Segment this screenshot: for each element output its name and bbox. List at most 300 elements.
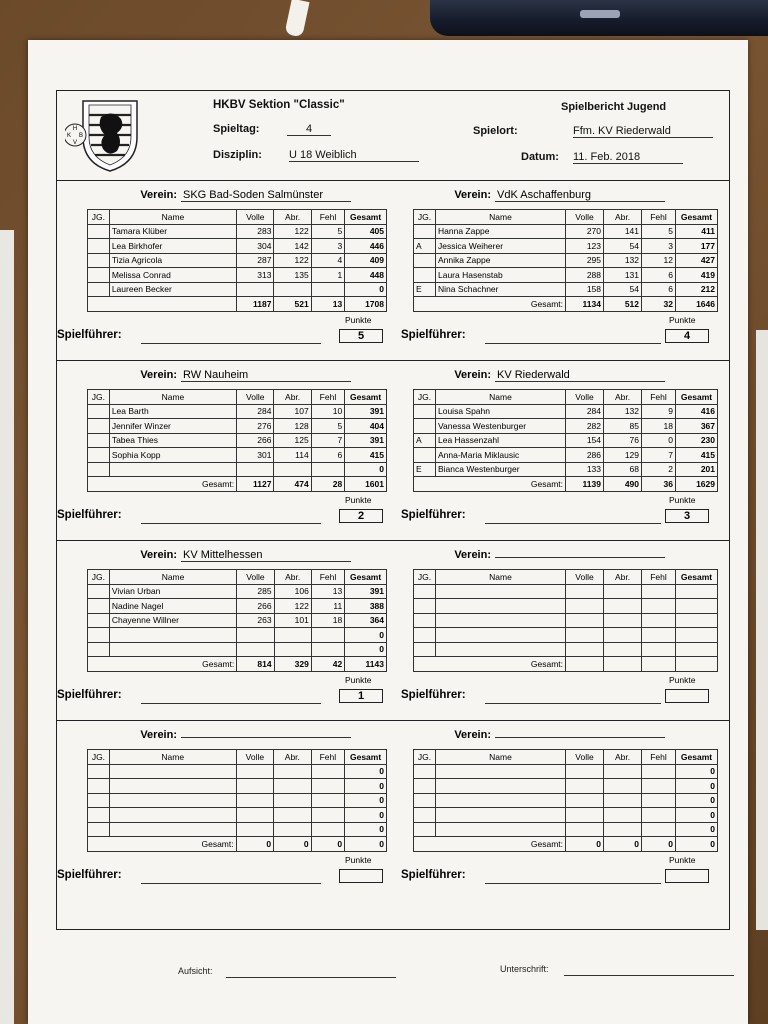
cell-name[interactable] [109,642,236,657]
cell-gesamt[interactable]: 416 [676,404,718,419]
cell-jg[interactable] [88,584,110,599]
cell-gesamt[interactable] [676,642,718,657]
cell-volle[interactable]: 282 [566,419,604,434]
cell-jg[interactable] [414,599,436,614]
cell-fehl[interactable] [311,282,344,297]
cell-abr[interactable] [274,779,311,794]
cell-fehl[interactable]: 6 [311,448,344,463]
cell-gesamt[interactable]: 415 [676,448,718,463]
cell-gesamt[interactable]: 0 [676,779,718,794]
total-row [414,657,718,672]
cell-volle[interactable]: 283 [237,224,274,239]
cell-gesamt[interactable]: 0 [345,822,387,837]
cell-volle[interactable]: 276 [237,419,274,434]
cell-name[interactable]: Tabea Thies [109,433,236,448]
cell-name[interactable] [109,822,236,837]
cell-fehl[interactable] [642,613,676,628]
cell-name[interactable]: Sophia Kopp [109,448,236,463]
cell-jg[interactable] [414,808,436,823]
cell-gesamt[interactable]: 411 [676,224,718,239]
cell-name[interactable]: Nina Schachner [436,282,566,297]
cell-jg[interactable] [88,419,110,434]
punkte-label: Punkte [345,495,372,505]
cell-fehl[interactable] [642,642,676,657]
cell-name[interactable]: Anna-Maria Miklausic [436,448,566,463]
hessen-lion-logo-icon [65,97,155,173]
col-header-volle: Volle [566,390,604,405]
cell-gesamt[interactable]: 404 [345,419,387,434]
cell-jg[interactable] [88,642,110,657]
cell-fehl[interactable]: 5 [311,224,344,239]
cell-gesamt[interactable]: 415 [345,448,387,463]
cell-abr[interactable]: 85 [604,419,642,434]
cell-name[interactable] [436,628,566,643]
cell-name[interactable]: Hanna Zappe [436,224,566,239]
cell-fehl[interactable]: 5 [311,419,344,434]
cell-abr[interactable]: 122 [274,599,311,614]
punkte-box[interactable] [665,869,709,883]
cell-volle[interactable] [566,642,604,657]
cell-fehl[interactable] [311,462,344,477]
cell-abr[interactable]: 131 [604,268,642,283]
cell-abr[interactable] [604,599,642,614]
cell-name[interactable]: Jessica Weiherer [436,239,566,254]
cell-gesamt[interactable]: 364 [345,613,387,628]
cell-jg[interactable] [88,599,110,614]
cell-jg[interactable] [414,268,436,283]
team-block-right [393,181,723,361]
player-row [414,822,718,837]
cell-abr[interactable]: 129 [604,448,642,463]
cell-jg[interactable] [88,822,110,837]
cell-fehl[interactable] [642,599,676,614]
cell-gesamt[interactable]: 391 [345,404,387,419]
cell-abr[interactable]: 128 [274,419,311,434]
cell-fehl[interactable]: 10 [311,404,344,419]
cell-abr[interactable]: 101 [274,613,311,628]
col-header-jg: JG. [414,210,436,225]
cell-abr[interactable] [274,793,311,808]
cell-abr[interactable] [274,642,311,657]
cell-abr[interactable] [604,613,642,628]
cell-fehl[interactable]: 9 [642,404,676,419]
cell-gesamt[interactable]: 0 [345,642,387,657]
cell-name[interactable] [436,599,566,614]
cell-volle[interactable] [566,584,604,599]
cell-name[interactable] [436,793,566,808]
cell-gesamt[interactable]: 0 [676,764,718,779]
cell-volle[interactable] [237,642,274,657]
cell-abr[interactable]: 122 [274,224,311,239]
player-row [88,779,387,794]
cell-fehl[interactable] [642,793,676,808]
verein-name[interactable]: RW Nauheim [181,369,351,382]
cell-gesamt[interactable]: 0 [345,779,387,794]
cell-gesamt[interactable] [676,599,718,614]
cell-volle[interactable]: 313 [237,268,274,283]
cell-name[interactable]: Vanessa Westenburger [436,419,566,434]
cell-fehl[interactable] [311,628,344,643]
cell-fehl[interactable]: 5 [642,224,676,239]
cell-fehl[interactable]: 7 [642,448,676,463]
cell-jg[interactable]: E [414,462,436,477]
cell-volle[interactable] [566,808,604,823]
cell-jg[interactable] [88,764,110,779]
cell-name[interactable]: Melissa Conrad [109,268,236,283]
cell-jg[interactable] [414,822,436,837]
cell-abr[interactable]: 54 [604,282,642,297]
cell-gesamt[interactable]: 0 [345,462,387,477]
punkte-box[interactable]: 4 [665,329,709,343]
cell-name[interactable] [109,628,236,643]
cell-volle[interactable]: 123 [566,239,604,254]
cell-gesamt[interactable]: 391 [345,584,387,599]
total-gesamt: 0 [676,837,718,852]
cell-abr[interactable] [274,808,311,823]
cell-gesamt[interactable] [676,584,718,599]
punkte-box[interactable]: 5 [339,329,383,343]
cell-abr[interactable]: 106 [274,584,311,599]
spieltag-label: Spieltag: [213,123,260,135]
cell-gesamt[interactable]: 0 [345,793,387,808]
cell-name[interactable]: Lea Hassenzahl [436,433,566,448]
cell-fehl[interactable] [311,764,345,779]
cell-name[interactable] [109,793,236,808]
cell-volle[interactable]: 301 [237,448,274,463]
punkte-box[interactable] [665,689,709,703]
spielfuehrer-line [485,883,661,884]
cell-jg[interactable] [414,584,436,599]
cell-volle[interactable] [236,808,274,823]
cell-abr[interactable] [604,793,642,808]
cell-volle[interactable] [566,822,604,837]
cell-volle[interactable] [237,628,274,643]
col-header-volle: Volle [236,750,274,765]
cell-name[interactable] [436,779,566,794]
col-header-gesamt: Gesamt [345,750,387,765]
cell-gesamt[interactable]: 391 [345,433,387,448]
cell-fehl[interactable]: 4 [311,253,344,268]
cell-jg[interactable] [88,282,110,297]
cell-name[interactable]: Laura Hasenstab [436,268,566,283]
cell-volle[interactable] [237,462,274,477]
cell-gesamt[interactable]: 367 [676,419,718,434]
cell-jg[interactable] [414,224,436,239]
cell-name[interactable]: Nadine Nagel [109,599,236,614]
cell-jg[interactable] [414,628,436,643]
cell-jg[interactable] [88,239,110,254]
cell-gesamt[interactable]: 427 [676,253,718,268]
cell-fehl[interactable]: 2 [642,462,676,477]
cell-fehl[interactable] [311,779,345,794]
cell-jg[interactable]: A [414,239,436,254]
cell-abr[interactable]: 132 [604,404,642,419]
cell-abr[interactable] [274,628,311,643]
score-table [413,209,718,312]
cell-jg[interactable] [88,404,110,419]
cell-name[interactable]: Bianca Westenburger [436,462,566,477]
disziplin-label: Disziplin: [213,149,262,161]
cell-abr[interactable] [274,462,311,477]
cell-abr[interactable] [604,779,642,794]
cell-jg[interactable] [88,779,110,794]
cell-volle[interactable] [566,628,604,643]
cell-name[interactable] [436,584,566,599]
cell-name[interactable] [436,642,566,657]
cell-fehl[interactable] [642,779,676,794]
cell-fehl[interactable]: 12 [642,253,676,268]
cell-volle[interactable]: 266 [237,599,274,614]
cell-gesamt[interactable]: 405 [345,224,387,239]
cell-name[interactable] [109,764,236,779]
cell-abr[interactable] [274,764,311,779]
cell-jg[interactable] [414,404,436,419]
cell-name[interactable]: Lea Birkhofer [109,239,236,254]
cell-jg[interactable]: A [414,433,436,448]
cell-name[interactable]: Annika Zappe [436,253,566,268]
cell-gesamt[interactable]: 177 [676,239,718,254]
cell-name[interactable] [109,462,236,477]
cell-volle[interactable]: 158 [566,282,604,297]
cell-fehl[interactable]: 3 [311,239,344,254]
cell-abr[interactable] [274,822,311,837]
cell-gesamt[interactable]: 0 [676,822,718,837]
cell-jg[interactable] [88,268,110,283]
team-block-left [57,181,387,361]
cell-gesamt[interactable]: 409 [345,253,387,268]
cell-fehl[interactable]: 6 [642,268,676,283]
cell-gesamt[interactable]: 0 [676,808,718,823]
cell-gesamt[interactable]: 0 [676,793,718,808]
cell-volle[interactable] [566,779,604,794]
cell-volle[interactable] [566,599,604,614]
cell-name[interactable]: Lea Barth [109,404,236,419]
cell-gesamt[interactable]: 0 [345,628,387,643]
total-fehl: 28 [311,477,344,492]
cell-volle[interactable]: 284 [566,404,604,419]
cell-abr[interactable]: 54 [604,239,642,254]
cell-volle[interactable]: 287 [237,253,274,268]
cell-abr[interactable] [604,808,642,823]
col-header-fehl: Fehl [311,390,344,405]
cell-fehl[interactable]: 7 [311,433,344,448]
cell-abr[interactable]: 132 [604,253,642,268]
cell-abr[interactable]: 107 [274,404,311,419]
cell-name[interactable]: Vivian Urban [109,584,236,599]
cell-volle[interactable]: 266 [237,433,274,448]
cell-name[interactable]: Louisa Spahn [436,404,566,419]
cell-volle[interactable] [236,764,274,779]
cell-volle[interactable]: 133 [566,462,604,477]
cell-abr[interactable] [604,628,642,643]
cell-gesamt[interactable]: 0 [345,282,387,297]
cell-gesamt[interactable]: 448 [345,268,387,283]
cell-jg[interactable] [88,253,110,268]
cell-fehl[interactable]: 18 [311,613,344,628]
cell-fehl[interactable]: 18 [642,419,676,434]
col-header-abr: Abr. [604,570,642,585]
cell-jg[interactable] [88,808,110,823]
cell-volle[interactable]: 284 [237,404,274,419]
total-label: Gesamt: [88,657,237,672]
cell-name[interactable]: Laureen Becker [109,282,236,297]
col-header-fehl: Fehl [311,750,345,765]
cell-name[interactable]: Chayenne Willner [109,613,236,628]
cell-abr[interactable] [604,822,642,837]
cell-abr[interactable]: 122 [274,253,311,268]
cell-jg[interactable] [414,419,436,434]
cell-gesamt[interactable]: 446 [345,239,387,254]
verein-name[interactable] [181,737,351,738]
cell-fehl[interactable] [311,642,344,657]
cell-fehl[interactable]: 13 [311,584,344,599]
verein-label: Verein: [454,369,491,381]
col-header-gesamt: Gesamt [676,390,718,405]
spielfuehrer-line [485,523,661,524]
col-header-name: Name [109,750,236,765]
cell-jg[interactable] [414,253,436,268]
cell-jg[interactable] [88,433,110,448]
cell-fehl[interactable]: 1 [311,268,344,283]
spielfuehrer-label: Spielführer: [57,329,122,341]
spielfuehrer-line [141,703,321,704]
cell-name[interactable] [436,808,566,823]
punkte-box[interactable]: 1 [339,689,383,703]
total-abr: 0 [604,837,642,852]
cell-volle[interactable] [236,779,274,794]
cell-abr[interactable]: 125 [274,433,311,448]
cell-jg[interactable] [88,462,110,477]
verein-name[interactable]: SKG Bad-Soden Salmünster [181,189,351,202]
cell-abr[interactable] [274,282,311,297]
cell-volle[interactable] [237,282,274,297]
verein-line [435,369,665,382]
cell-fehl[interactable] [642,628,676,643]
logo-letter-v: V [72,140,78,146]
cell-fehl[interactable]: 11 [311,599,344,614]
cell-jg[interactable]: E [414,282,436,297]
cell-gesamt[interactable]: 230 [676,433,718,448]
cell-gesamt[interactable]: 419 [676,268,718,283]
cell-jg[interactable] [414,448,436,463]
cell-abr[interactable] [604,642,642,657]
cell-abr[interactable]: 76 [604,433,642,448]
cell-fehl[interactable] [311,822,345,837]
verein-name[interactable] [495,557,665,558]
team-block-right [393,541,723,721]
cell-volle[interactable]: 285 [237,584,274,599]
punkte-box[interactable]: 2 [339,509,383,523]
cell-jg[interactable] [88,628,110,643]
col-header-volle: Volle [566,750,604,765]
cell-volle[interactable]: 288 [566,268,604,283]
cell-jg[interactable] [88,613,110,628]
cell-fehl[interactable] [311,808,345,823]
cell-abr[interactable] [604,584,642,599]
cell-volle[interactable]: 263 [237,613,274,628]
cell-gesamt[interactable]: 201 [676,462,718,477]
player-row [88,613,387,628]
cell-name[interactable] [109,779,236,794]
verein-name[interactable]: VdK Aschaffenburg [495,189,665,202]
cell-jg[interactable] [88,224,110,239]
player-row [414,808,718,823]
cell-jg[interactable] [414,793,436,808]
total-gesamt: 1646 [676,297,718,312]
cell-volle[interactable]: 295 [566,253,604,268]
verein-name[interactable]: KV Riederwald [495,369,665,382]
player-row [88,239,387,254]
cell-jg[interactable] [414,779,436,794]
sheet-header [57,91,729,181]
cell-jg[interactable] [88,793,110,808]
player-row [88,419,387,434]
cell-name[interactable]: Tamara Klüber [109,224,236,239]
player-row [88,808,387,823]
cell-volle[interactable]: 270 [566,224,604,239]
cell-fehl[interactable]: 0 [642,433,676,448]
verein-name[interactable] [495,737,665,738]
cell-gesamt[interactable]: 212 [676,282,718,297]
punkte-box[interactable] [339,869,383,883]
cell-jg[interactable] [88,448,110,463]
cell-volle[interactable] [566,613,604,628]
cell-abr[interactable]: 141 [604,224,642,239]
cell-abr[interactable]: 114 [274,448,311,463]
cell-fehl[interactable] [642,764,676,779]
cell-name[interactable] [436,613,566,628]
cell-volle[interactable] [566,764,604,779]
cell-volle[interactable] [236,822,274,837]
cell-abr[interactable] [604,764,642,779]
cell-gesamt[interactable] [676,613,718,628]
cell-gesamt[interactable]: 0 [345,764,387,779]
cell-name[interactable]: Tizia Agricola [109,253,236,268]
cell-abr[interactable]: 135 [274,268,311,283]
cell-abr[interactable]: 68 [604,462,642,477]
col-header-jg: JG. [414,570,436,585]
cell-jg[interactable] [414,764,436,779]
cell-name[interactable] [109,808,236,823]
cell-fehl[interactable]: 6 [642,282,676,297]
cell-jg[interactable] [414,642,436,657]
cell-gesamt[interactable]: 0 [345,808,387,823]
cell-volle[interactable]: 286 [566,448,604,463]
cell-fehl[interactable] [642,822,676,837]
col-header-fehl: Fehl [311,570,344,585]
cell-fehl[interactable]: 3 [642,239,676,254]
cell-name[interactable] [436,764,566,779]
cell-abr[interactable]: 142 [274,239,311,254]
verein-name[interactable]: KV Mittelhessen [181,549,351,562]
cell-gesamt[interactable] [676,628,718,643]
cell-gesamt[interactable]: 388 [345,599,387,614]
cell-fehl[interactable] [642,584,676,599]
match-section [57,181,729,361]
player-row [88,433,387,448]
cell-volle[interactable]: 304 [237,239,274,254]
cell-fehl[interactable] [311,793,345,808]
punkte-box[interactable]: 3 [665,509,709,523]
col-header-gesamt: Gesamt [676,210,718,225]
cell-name[interactable] [436,822,566,837]
cell-name[interactable]: Jennifer Winzer [109,419,236,434]
cell-volle[interactable] [566,793,604,808]
cell-fehl[interactable] [642,808,676,823]
cell-volle[interactable]: 154 [566,433,604,448]
cell-volle[interactable] [236,793,274,808]
cell-jg[interactable] [414,613,436,628]
